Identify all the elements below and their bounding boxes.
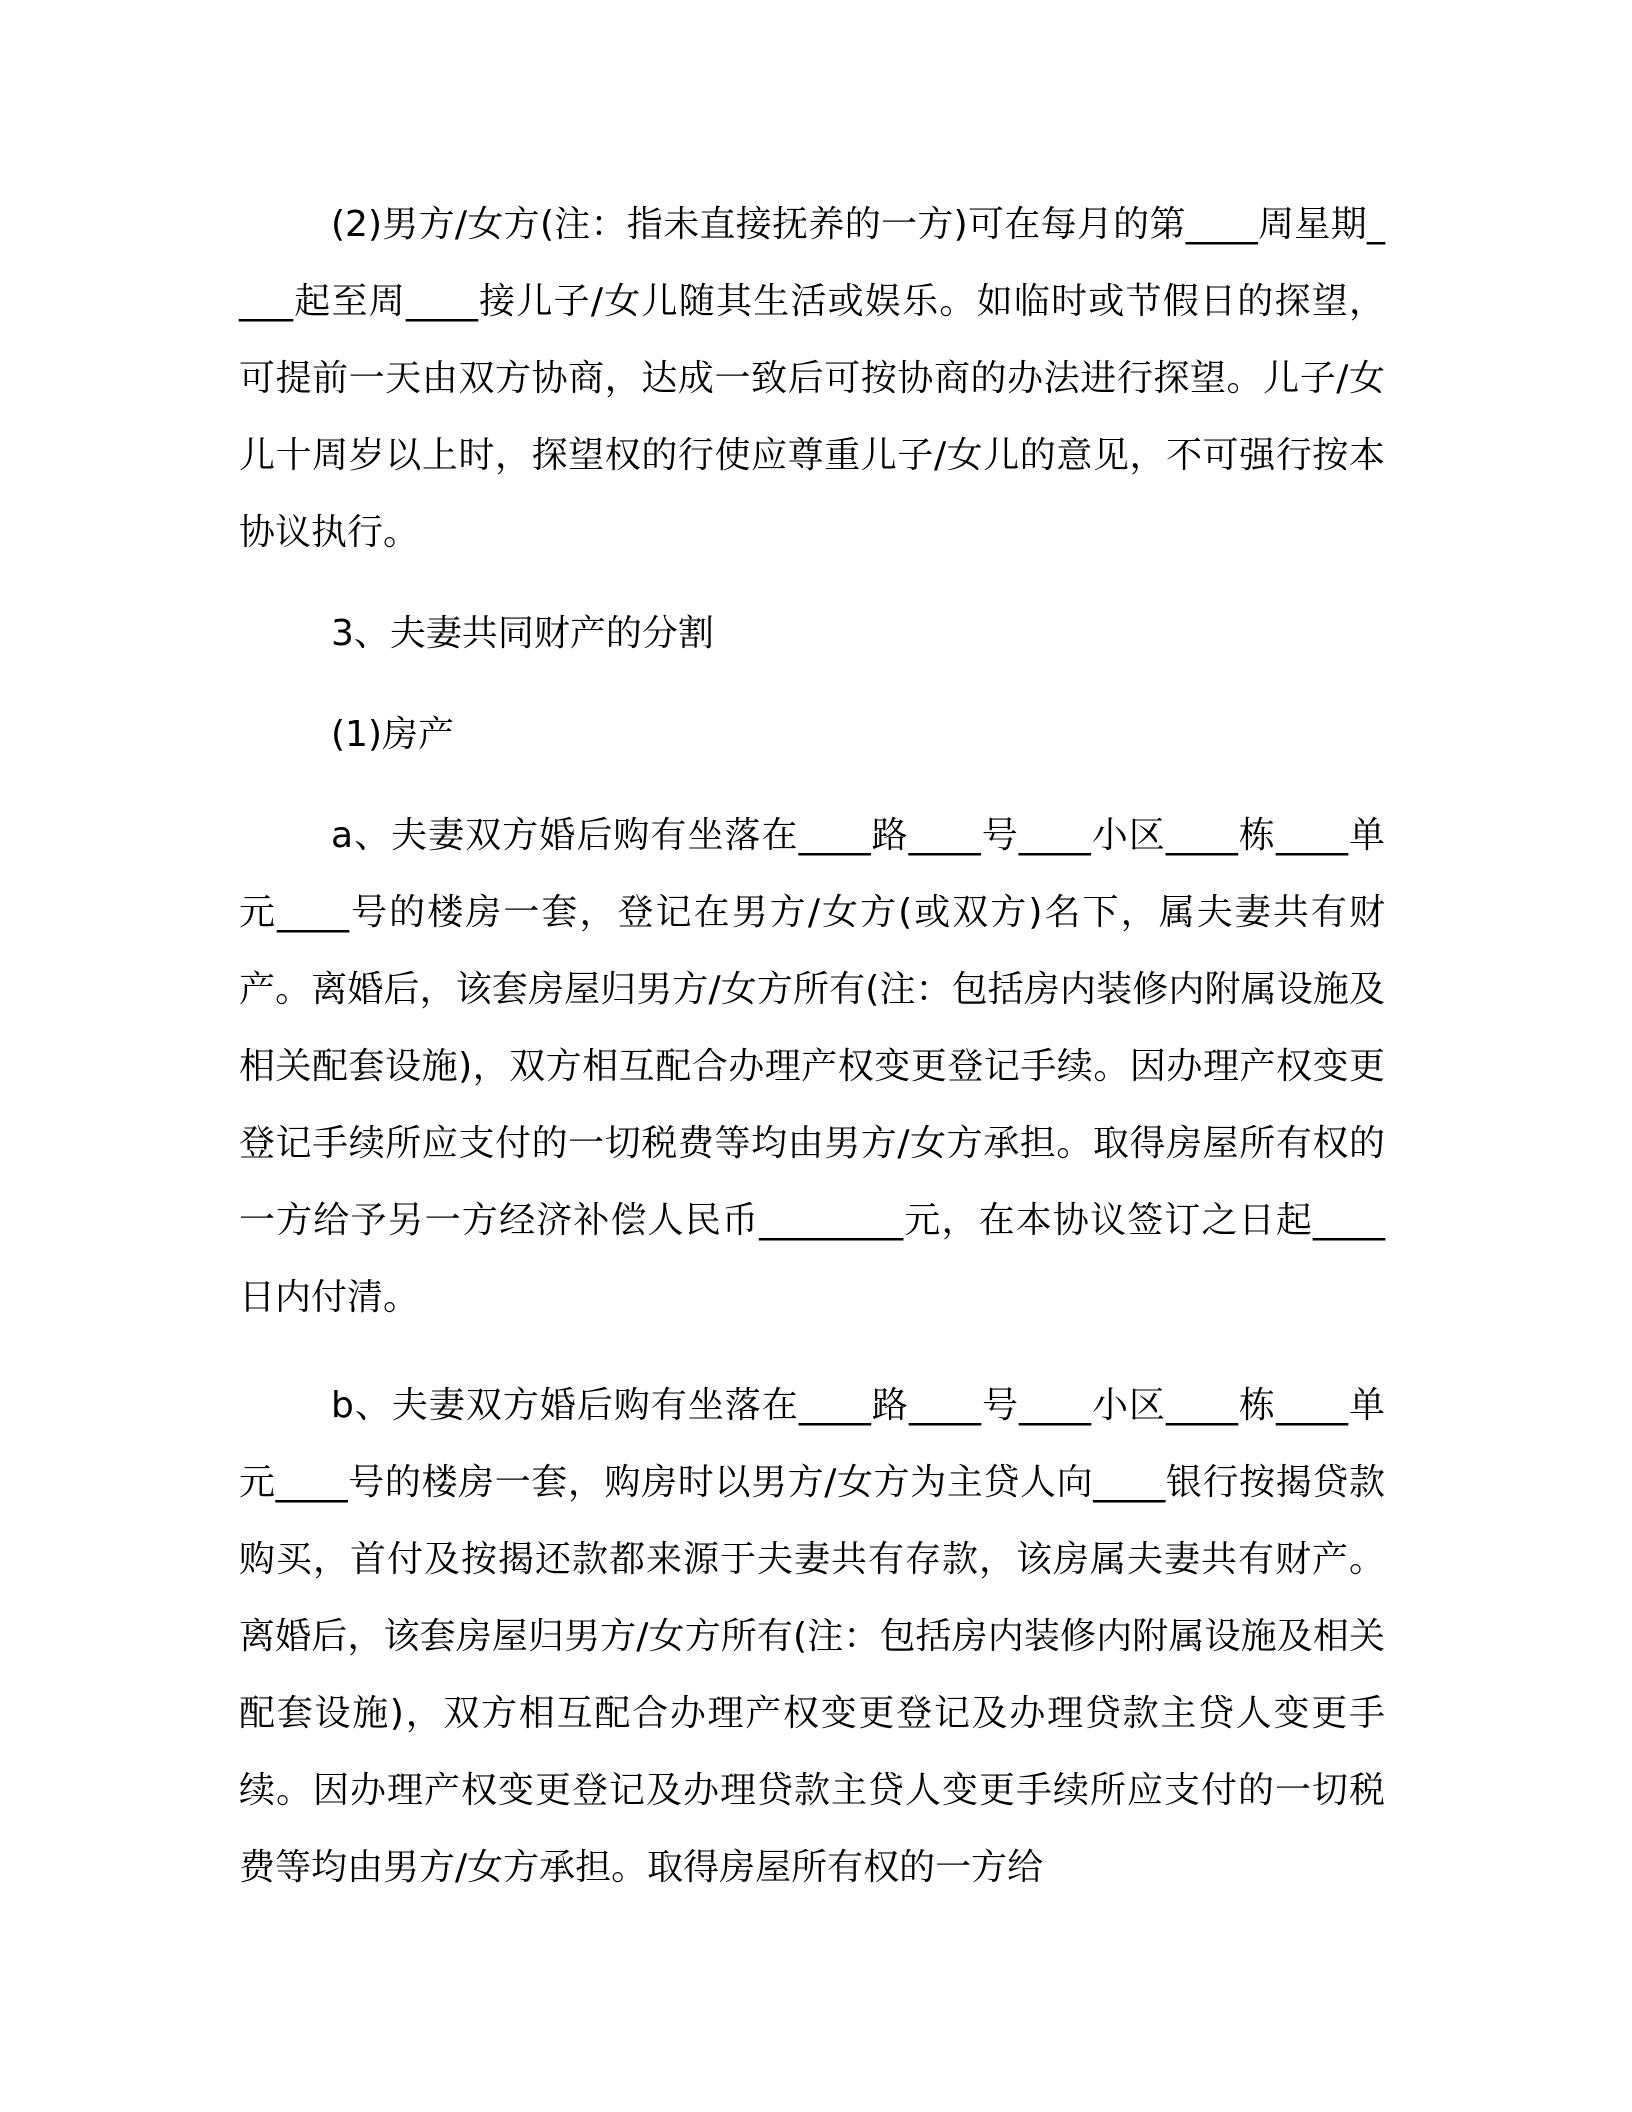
document-page <box>239 186 1385 1906</box>
section-heading-property-division: 3、夫妻共同财产的分割 <box>331 613 714 654</box>
paragraph-property-a: a、夫妻双方婚后购有坐落在____路____号____小区____栋____单元____号的楼房一套，登记在男方/女方(或双方)名下，属夫妻共有财产。离婚后，该套房屋归男方/女方所有(注：包括房内装修内附属设施及相关配套设施)，双方相互配合办理产权变更登记手续。因办理产权变更登记手续所应支付的一切税费等均由男方/女方承担。取得房屋所有权的一方给予另一方经济补偿人民币________元，在本协议签订之日起____日内付清。 <box>239 815 1385 1318</box>
paragraph-visitation-rights: (2)男方/女方(注：指未直接抚养的一方)可在每月的第____周星期____起至周____接儿子/女儿随其生活或娱乐。如临时或节假日的探望，可提前一天由双方协商，达成一致后可按协商的办法进行探望。儿子/女儿十周岁以上时，探望权的行使应尊重儿子/女儿的意见，不可强行按本协议执行。 <box>239 204 1385 553</box>
paragraph-property-b: b、夫妻双方婚后购有坐落在____路____号____小区____栋____单元____号的楼房一套，购房时以男方/女方为主贷人向____银行按揭贷款购买，首付及按揭还款都来源于夫妻共有存款，该房属夫妻共有财产。离婚后，该套房屋归男方/女方所有(注：包括房内装修内附属设施及相关配套设施)，双方相互配合办理产权变更登记及办理贷款主贷人变更手续。因办理产权变更登记及办理贷款主贷人变更手续所应支付的一切税费等均由男方/女方承担。取得房屋所有权的一方给 <box>239 1385 1385 1888</box>
subsection-heading-real-estate: (1)房产 <box>331 714 454 755</box>
